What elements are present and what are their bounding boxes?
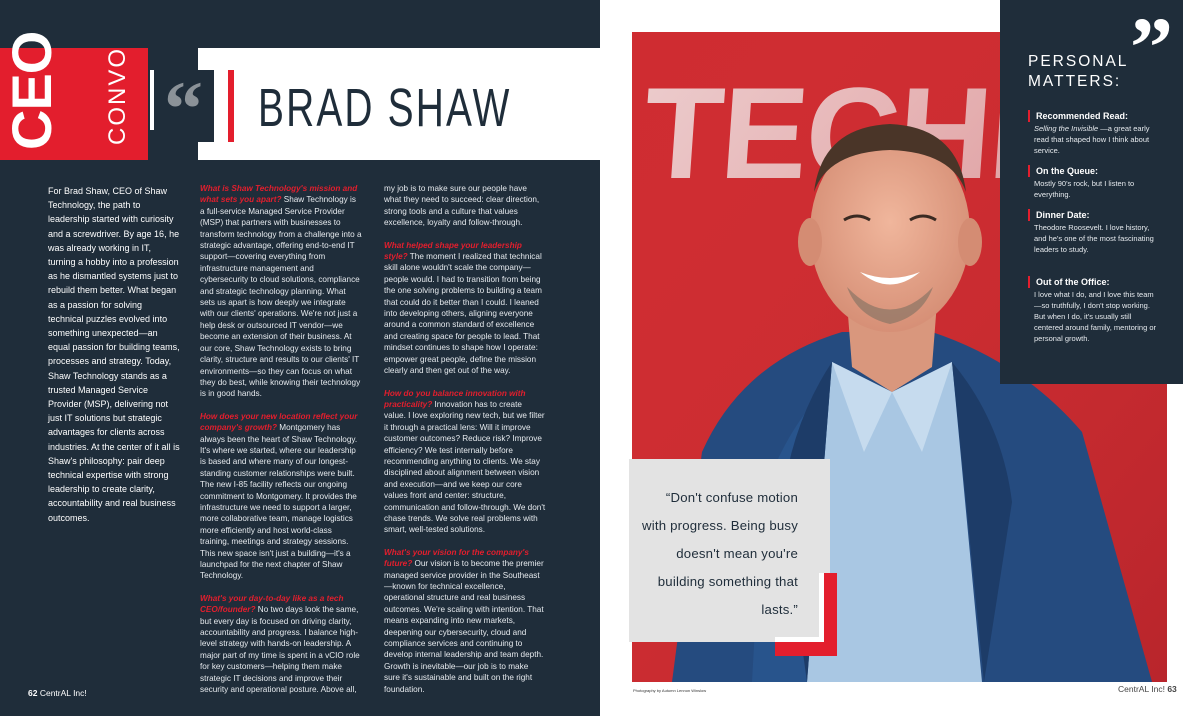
personal-item-text: —a great early read that shaped how I think about service. bbox=[1034, 124, 1150, 155]
qa-paragraph bbox=[384, 388, 546, 536]
personal-item-heading: Recommended Read: bbox=[1028, 110, 1156, 122]
answer: Our vision is to become the premier managed service provider in the Southeast—known for technical excellence, operational structure and real business outcomes. We're scaling with intention. That means expanding into new markets, deepening our cybersecurity, cloud and compliance services and continuing to develop internal leadership and team depth. Growth is inevitable—our job is to make sure it's sustainable and built on the right foundation. bbox=[384, 559, 544, 694]
personal-item bbox=[1028, 209, 1156, 255]
qa-paragraph bbox=[200, 593, 362, 696]
question: What's your vision for the company's future? bbox=[384, 547, 529, 569]
sidebar-title-line: MATTERS: bbox=[1028, 73, 1122, 90]
pull-quote-text: “Don't confuse motion with progress. Being busy doesn't mean you're building something that lasts.” bbox=[642, 490, 798, 617]
answer: Innovation has to create value. I love exploring new tech, but we filter it through a practical lens: Will it improve customer outcomes? Reduce risk? Improve efficiency? We test internally before recommending anything to clients. We stay disciplined about alignment between vision and execution—and we keep our core values front and center: structure, communication and follow-through. We don't chase trends. We solve real problems with smart, well-tested solutions. bbox=[384, 399, 546, 535]
answer: Montgomery has always been the heart of Shaw Technology. It's where we started, where our leadership is based and where many of our longest-standing customer relationships were built. The new I-85 facility reflects our ongoing commitment to Montgomery. It provides the infrastructure we need to support a larger, more collaborative team, manage logistics more efficiently and host world-class training, meetings and strategy sessions. This new space isn't just a building—it's a launchpad for the next chapter of Shaw Technology. bbox=[200, 423, 358, 581]
page-number: 63 bbox=[1167, 684, 1177, 694]
folio-left bbox=[28, 688, 87, 698]
personal-item-text: Theodore Roosevelt. I love history, and he's one of the most fascinating leaders to study. bbox=[1034, 223, 1154, 254]
personal-item-body bbox=[1028, 123, 1156, 156]
magazine-name: CentrAL Inc! bbox=[39, 688, 87, 698]
question: What's your day-to-day like as a tech CEO/founder? bbox=[200, 593, 344, 615]
personal-item-text: I love what I do, and I love this team—so truthfully, I don't stop working. But when I do, it's usually still centered around family, mentoring or personal growth. bbox=[1034, 290, 1157, 343]
qa-column-3 bbox=[384, 183, 546, 706]
qa-paragraph bbox=[200, 183, 362, 400]
question: How do you balance innovation with practicality? bbox=[384, 388, 526, 409]
question: What helped shape your leadership style? bbox=[384, 240, 522, 262]
folio-right bbox=[1118, 684, 1177, 694]
personal-item bbox=[1028, 165, 1156, 200]
sidebar-title bbox=[1028, 52, 1128, 92]
ceo-label: CEO bbox=[0, 31, 63, 150]
page-title: BRAD SHAW bbox=[258, 78, 512, 138]
page-number: 62 bbox=[28, 688, 38, 698]
magazine-name: CentrAL Inc! bbox=[1118, 684, 1165, 694]
answer: The moment I realized that technical skill alone wouldn't scale the company—people would. I had to transition from being the one solving problems to building a team that could do it better than I could. I leaned into developing others, aligning everyone around a common standard of excellence and creating space for people to lead. That mindset continues to shape how I operate: empower great people, define the mission clearly and then get out of the way. bbox=[384, 252, 542, 376]
pull-quote-accent-gap bbox=[819, 573, 824, 642]
title-red-bar bbox=[228, 70, 234, 142]
personal-item bbox=[1028, 110, 1156, 156]
intro-paragraph: For Brad Shaw, CEO of Shaw Technology, the path to leadership started with curiosity and a screwdriver. By age 16, he was already working in IT, turning a hobby into a profession as he dismantled systems just to rebuild them better. What began as a passion for solving technical puzzles evolved into something unexpected—an equal passion for building teams, processes and strategy. Today, Shaw Technology stands as a trusted Managed Service Provider (MSP), delivering not just IT solutions but strategic advantages for clients across industries. At the center of it all is Shaw's philosophy: pair deep technical expertise with strong leadership to create clarity, accountability and real business outcomes. bbox=[48, 186, 180, 523]
qa-paragraph bbox=[384, 240, 546, 377]
answer: No two days look the same, but every day is focused on driving clarity, accountability and progress. I balance high-level strategy with hands-on leadership. A major part of my time is spent in a vCIO role for key customers—helping them make strategic IT decisions and improve their security and operational posture. Above all, bbox=[200, 605, 360, 695]
question: What is Shaw Technology's mission and what sets you apart? bbox=[200, 184, 358, 205]
continued-paragraph: my job is to make sure our people have what they need to succeed: clear direction, strong tools and a culture that values excellence, loyalty and follow-through. bbox=[384, 184, 540, 228]
answer: Shaw Technology is a full-service Managed Service Provider (MSP) that partners with businesses to transform technology from a challenge into a strategic advantage, offering end-to-end IT support—covering everything from infrastructure management and cybersecurity to cloud solutions, compliance and strategic technology planning. What sets us apart is how deeply we integrate with our clients' operations. We're not just a help desk or outsourced IT vendor—we become an extension of their business. At our core, Shaw Technology exists to bring clarity, structure and results to our clients' IT environments—so they can focus on what they do best, while knowing their technology is in good hands. bbox=[200, 195, 362, 399]
personal-item-heading: Out of the Office: bbox=[1028, 276, 1156, 288]
qa-paragraph bbox=[384, 547, 546, 695]
personal-item bbox=[1028, 276, 1156, 344]
intro-column bbox=[48, 184, 180, 536]
pull-quote-accent-gap bbox=[775, 637, 824, 642]
personal-item-heading: Dinner Date: bbox=[1028, 209, 1156, 221]
photo-credit: Photography by Autumn Lennon Winslow bbox=[633, 688, 707, 693]
qa-paragraph bbox=[200, 411, 362, 582]
open-quote-icon: “ bbox=[164, 65, 203, 152]
ceo-separator bbox=[150, 70, 154, 130]
book-title: Selling the Invisible bbox=[1034, 124, 1099, 133]
question: How does your new location reflect your company's growth? bbox=[200, 411, 358, 433]
qa-column-2 bbox=[200, 183, 362, 706]
personal-item-text: Mostly 90's rock, but I listen to everything. bbox=[1034, 179, 1135, 199]
convo-label: CONVO bbox=[104, 46, 131, 145]
close-quote-icon: ” bbox=[1130, 0, 1173, 95]
sidebar-title-line: PERSONAL bbox=[1028, 53, 1129, 70]
personal-item-heading: On the Queue: bbox=[1028, 165, 1156, 177]
